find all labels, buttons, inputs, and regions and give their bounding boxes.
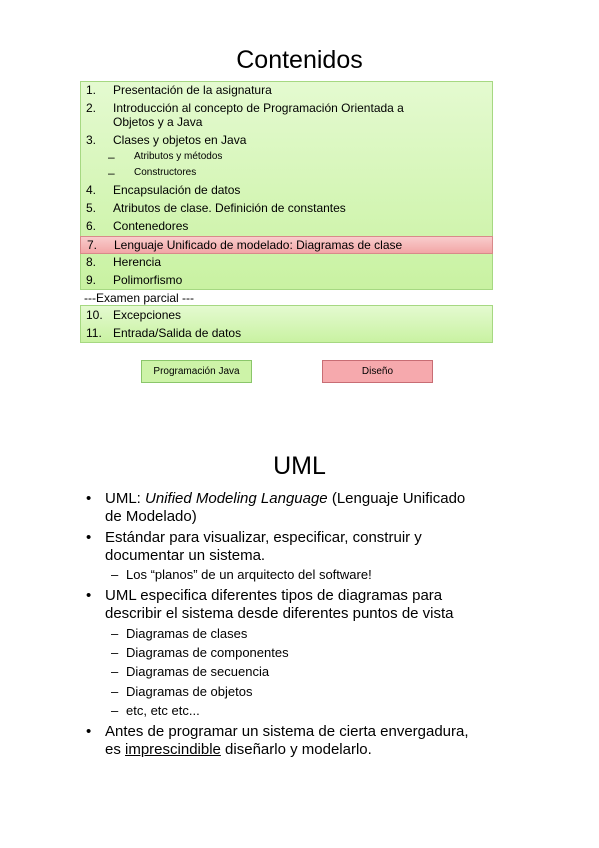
exam-separator: ---Examen parcial --- (84, 291, 195, 305)
legend-programacion-java: Programación Java (141, 360, 252, 383)
legend-diseno: Diseño (322, 360, 433, 383)
slide-title-uml: UML (273, 452, 326, 480)
topic-item-highlighted-uml: 7. Lenguaje Unificado de modelado: Diagramas de clase (80, 236, 493, 254)
slide-title-contenidos: Contenidos (236, 46, 363, 74)
